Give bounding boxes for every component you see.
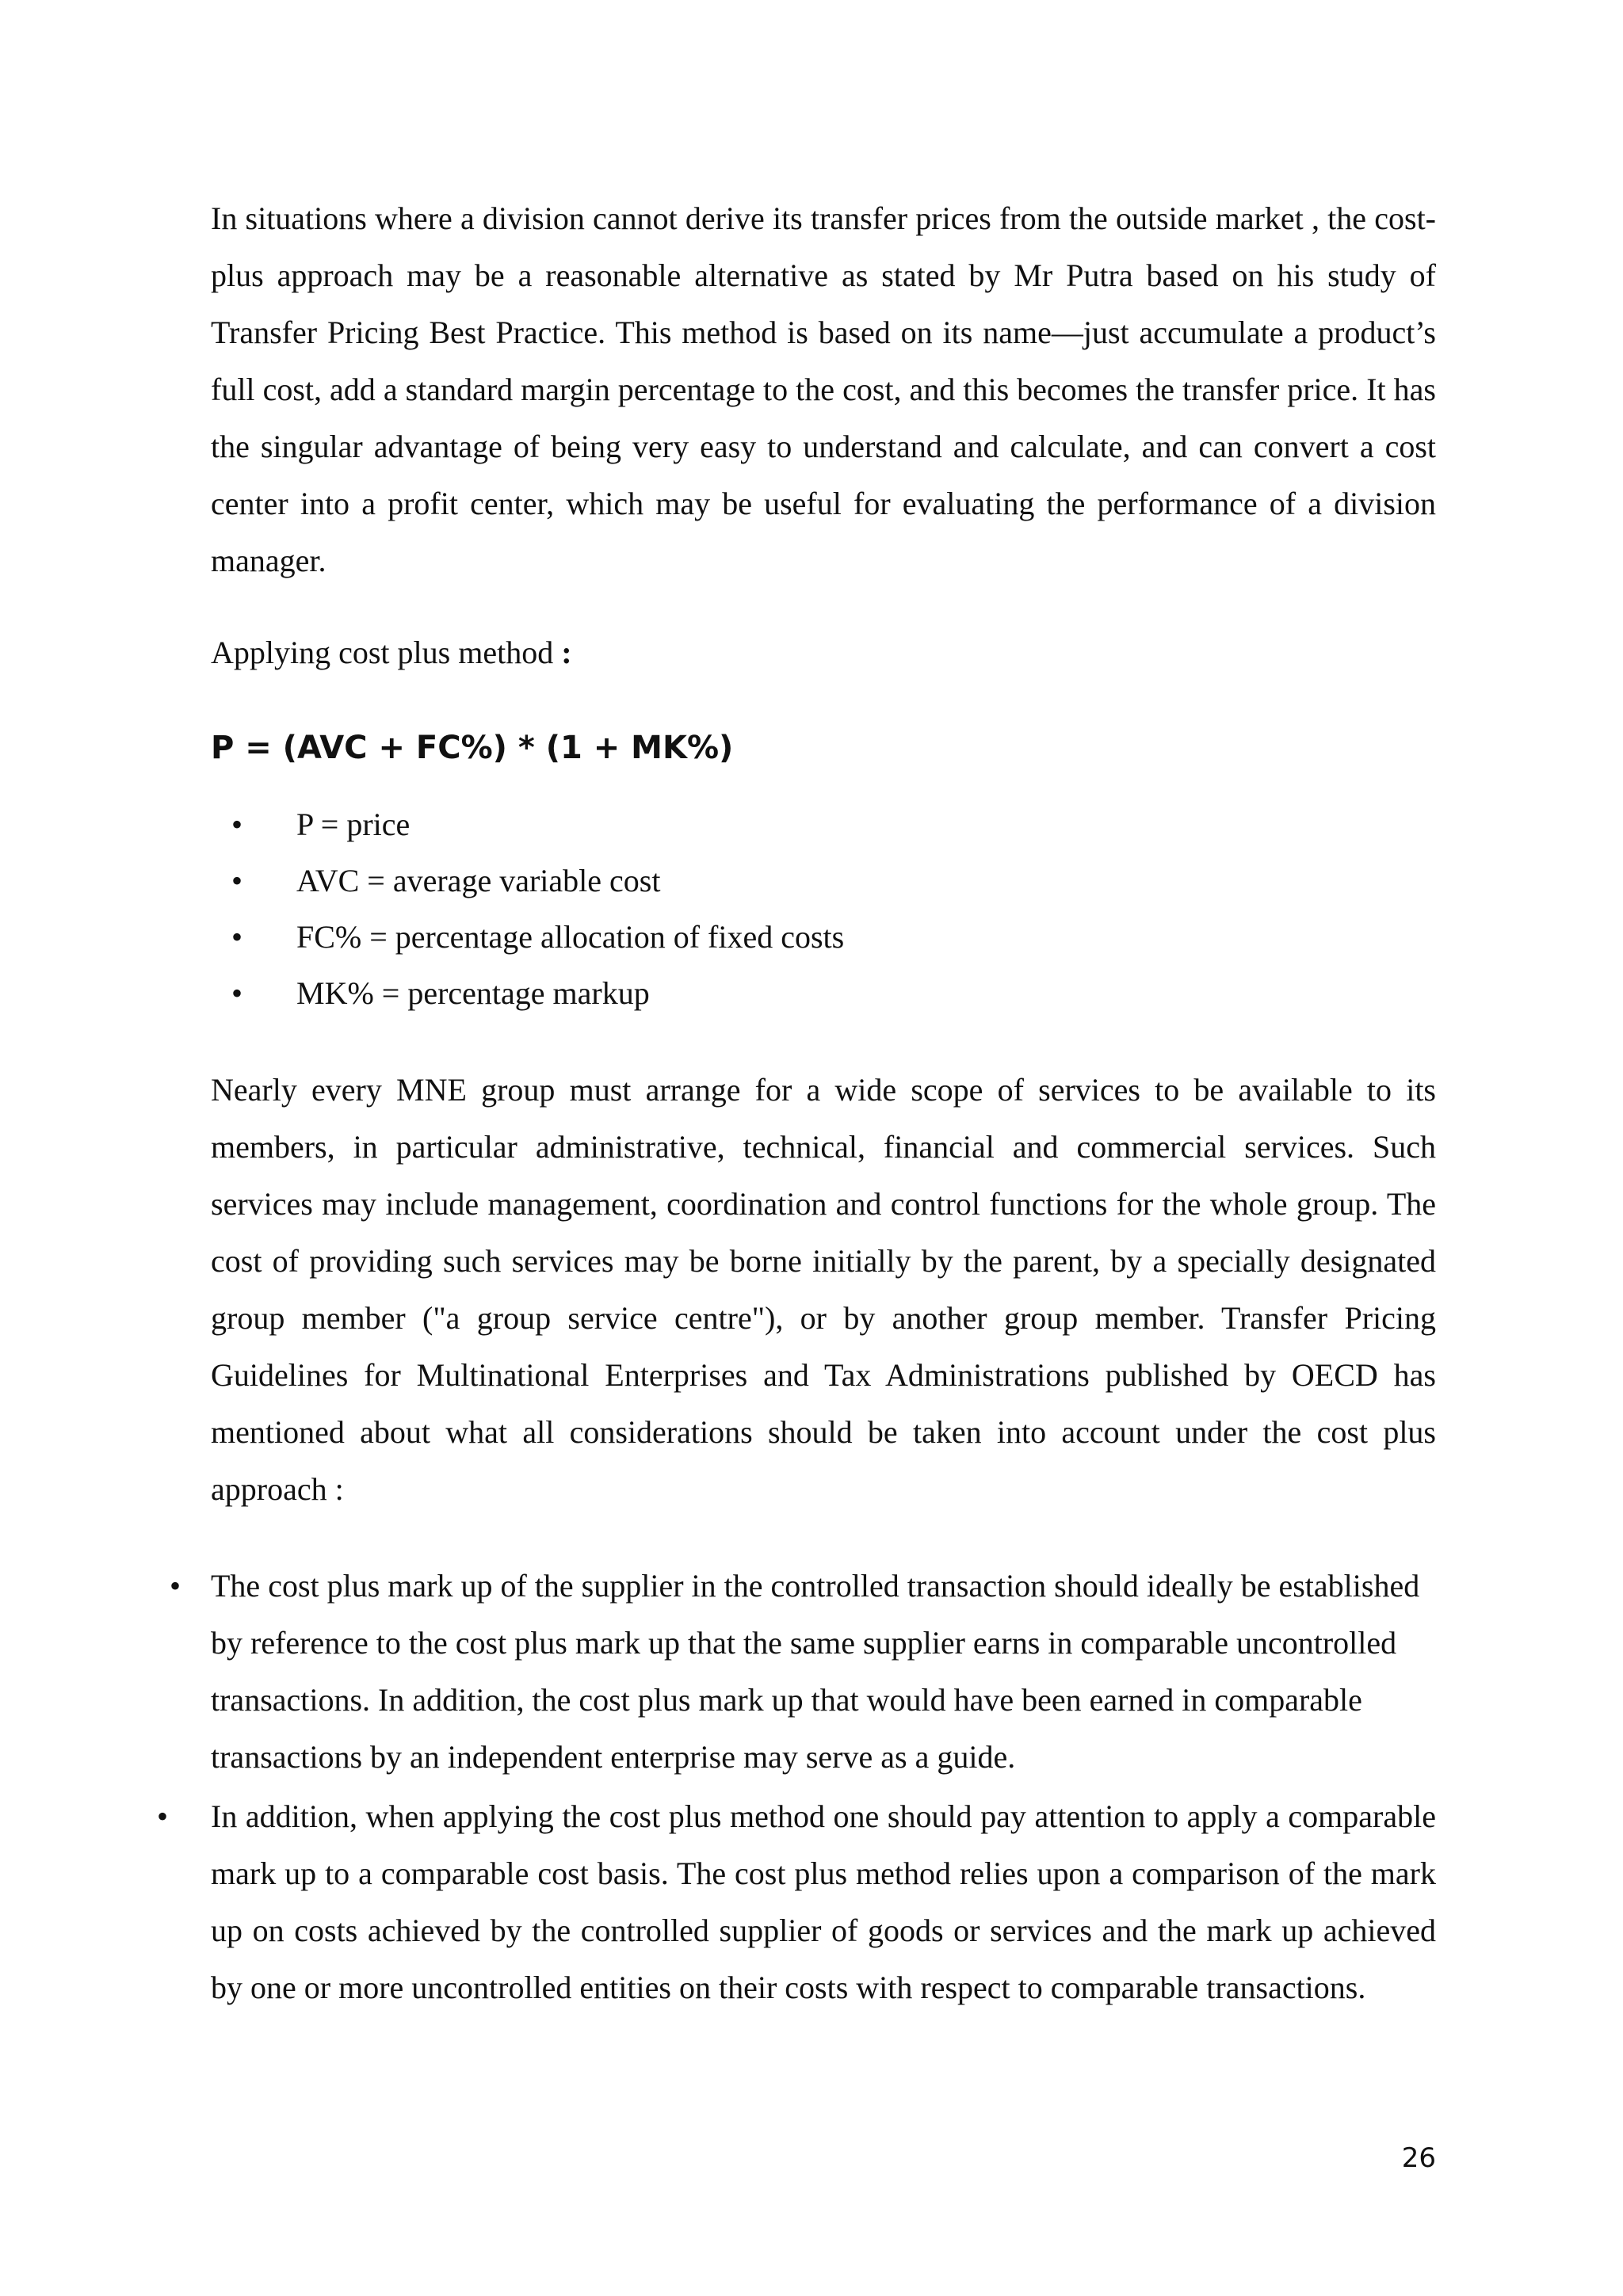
applying-method-label [211,629,572,677]
consideration-text-2: In addition, when applying the cost plus method one should pay attention to apply a comparable mark up to a comparable cost basis. The cost plus method relies upon a comparison of the mark up on costs achieved by the controlled supplier of goods or services and the mark up achieved by one or more uncontrolled entities on their costs with respect to comparable transactions. [211,1798,1436,2005]
page-number: 26 [1401,2142,1436,2174]
consideration-bullet-2 [157,1788,1436,2016]
definition-mk: MK% = percentage markup [296,975,650,1011]
definition-avc: AVC = average variable cost [296,863,661,898]
bullet-icon: • [231,863,243,898]
definition-fc: FC% = percentage allocation of fixed costs [296,919,845,955]
cost-plus-formula: P = (AVC + FC%) * (1 + MK%) [211,730,734,766]
bullet-icon: • [170,1568,181,1604]
bullet-icon: • [231,919,243,955]
bullet-icon: • [231,975,243,1011]
bullet-icon: • [231,807,243,842]
consideration-text-1: The cost plus mark up of the supplier in the controlled transaction should ideally be established by reference to the cost plus mark up that the same supplier earns in comparable uncontrolled transactions. In addition, the cost plus mark up that would have been earned in comparable transactions by an independent enterprise may serve as a guide. [211,1568,1420,1775]
definition-price: P = price [296,807,411,842]
paragraph-cost-plus-intro: In situations where a division cannot derive its transfer prices from the outside market , the cost-plus approach may be a reasonable alternative as stated by Mr Putra based on his study of Transfer Pricing Best Practice. This method is based on its name—just accumulate a product’s full cost, add a standard margin percentage to the cost, and this becomes the transfer price. It has the singular advantage of being very easy to understand and calculate, and can convert a cost center into a profit center, which may be useful for evaluating the performance of a division manager. [211,200,1436,578]
consideration-bullet-1 [170,1558,1436,1786]
bullet-icon: • [157,1798,169,1834]
paragraph-mne-services: Nearly every MNE group must arrange for a wide scope of services to be available to its members, in particular administrative, technical, financial and commercial services. Such services may include management, coordination and control functions for the whole group. The cost of providing such services may be borne initially by the parent, by a specially designated group member ("a group service centre"), or by another group member. Transfer Pricing Guidelines for Multinational Enterprises and Tax Administrations published by OECD has mentioned about what all considerations should be taken into account under the cost plus approach : [211,1072,1436,1507]
applying-method-colon: : [561,635,572,670]
applying-method-text: Applying cost plus method [211,635,554,670]
